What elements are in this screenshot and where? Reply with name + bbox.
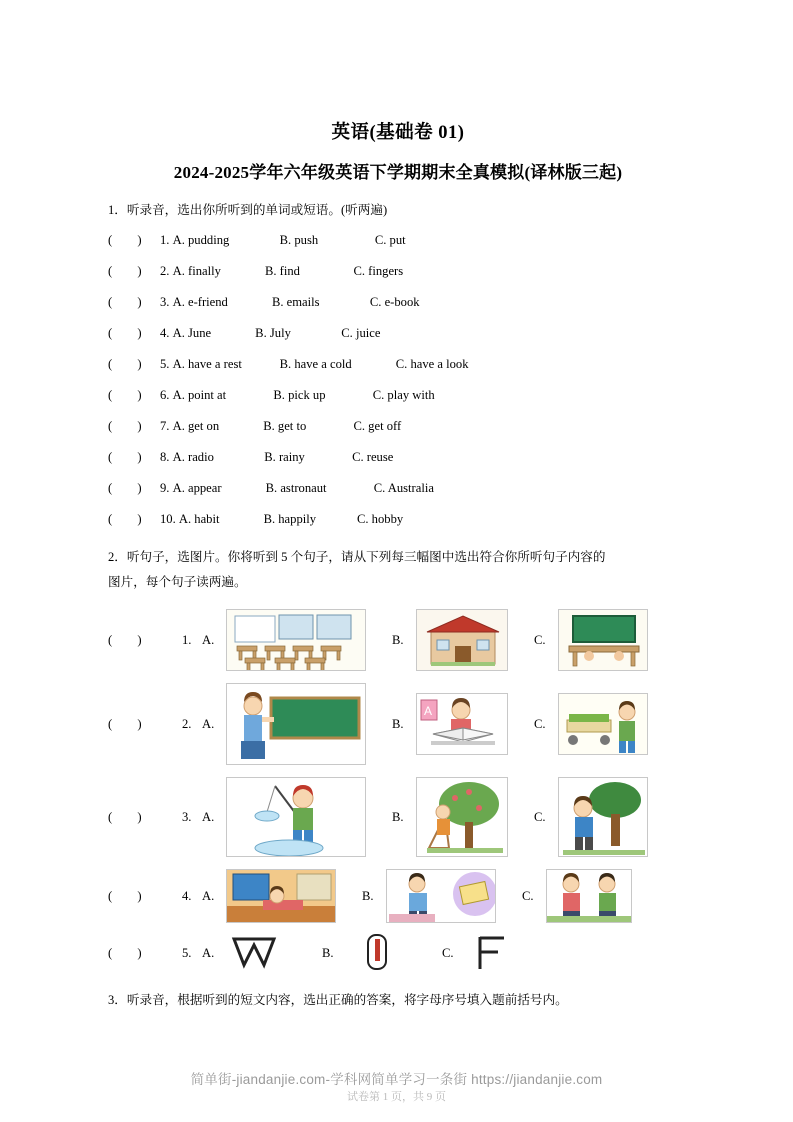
question-number: 9. — [160, 481, 170, 496]
answer-blank[interactable]: ( ) — [108, 809, 142, 824]
section-3-heading: 3．听录音，根据听到的短文内容，选出正确的答案，将字母序号填入题前括号内。 — [108, 993, 568, 1008]
option-c[interactable]: C. get off — [353, 419, 402, 434]
question-row — [108, 256, 688, 287]
gap — [221, 265, 265, 278]
question-row — [108, 380, 688, 411]
gap — [214, 451, 264, 464]
answer-blank[interactable]: ( ) — [108, 888, 142, 903]
question-row — [108, 287, 688, 318]
option-a[interactable]: A. June — [172, 326, 212, 341]
answer-blank[interactable]: ( ) — [108, 326, 142, 341]
gap — [320, 296, 370, 309]
answer-blank[interactable]: ( ) — [108, 419, 142, 434]
option-a[interactable]: A. e-friend — [172, 295, 228, 310]
gap — [226, 389, 273, 402]
gap — [352, 358, 396, 371]
question-row — [108, 504, 688, 535]
answer-blank[interactable]: ( ) — [108, 357, 142, 372]
gap — [305, 451, 352, 464]
gap — [318, 234, 375, 247]
question-row — [108, 411, 688, 442]
answer-blank[interactable]: ( ) — [108, 512, 142, 527]
option-c-label[interactable]: C. — [442, 945, 454, 960]
option-b[interactable]: B. get to — [263, 419, 307, 434]
picture-question-row — [108, 683, 688, 765]
question-row — [108, 473, 688, 504]
option-a-image[interactable] — [226, 777, 366, 857]
option-b-label[interactable]: B. — [392, 632, 404, 647]
option-c[interactable]: C. fingers — [353, 264, 404, 279]
answer-blank[interactable]: ( ) — [108, 233, 142, 248]
option-a[interactable]: A. get on — [172, 419, 220, 434]
question-row — [108, 225, 688, 256]
option-c-image[interactable] — [558, 693, 648, 755]
option-c-image[interactable] — [466, 933, 536, 973]
section-2-heading-line1: 2．听句子，选图片。你将听到 5 个句子，请从下列每三幅图中选出符合你所听句子内容的 — [108, 549, 606, 564]
answer-blank[interactable]: ( ) — [108, 388, 142, 403]
option-a-label[interactable]: A. — [202, 632, 215, 647]
answer-blank[interactable]: ( ) — [108, 295, 142, 310]
question-number: 8. — [160, 450, 170, 465]
picture-question-row — [108, 933, 688, 973]
footer-page-number: 试卷第 1 页，共 9 页 — [347, 1091, 446, 1103]
section-2-heading-line2: 图片，每个句子读两遍。 — [108, 575, 247, 590]
question-number: 1. — [182, 632, 192, 647]
option-c-label[interactable]: C. — [534, 716, 546, 731]
option-c[interactable]: C. reuse — [352, 450, 394, 465]
question-number: 1. — [160, 233, 170, 248]
gap — [300, 265, 354, 278]
question-row — [108, 349, 688, 380]
gap — [326, 389, 373, 402]
question-number: 3. — [160, 295, 170, 310]
option-a-label[interactable]: A. — [202, 945, 215, 960]
option-c[interactable]: C. juice — [341, 326, 381, 341]
option-c[interactable]: C. e-book — [369, 295, 420, 310]
answer-blank[interactable]: ( ) — [108, 450, 142, 465]
option-b-label[interactable]: B. — [392, 809, 404, 824]
option-a-label[interactable]: A. — [202, 888, 215, 903]
option-a-image[interactable] — [226, 935, 296, 971]
question-row — [108, 318, 688, 349]
option-c[interactable]: C. Australia — [373, 481, 434, 496]
option-a[interactable]: A. appear — [172, 481, 222, 496]
question-row — [108, 442, 688, 473]
option-c[interactable]: C. have a look — [395, 357, 469, 372]
option-b[interactable]: B. July — [255, 326, 291, 341]
question-number: 2. — [182, 716, 192, 731]
gap — [222, 482, 266, 495]
option-a-image[interactable] — [226, 683, 366, 765]
option-a-image[interactable] — [226, 609, 366, 671]
gap — [316, 513, 357, 526]
option-b[interactable]: B. have a cold — [279, 357, 352, 372]
question-number: 4. — [160, 326, 170, 341]
answer-blank[interactable]: ( ) — [108, 481, 142, 496]
gap — [291, 327, 341, 340]
option-a[interactable]: A. pudding — [172, 233, 230, 248]
option-b[interactable]: B. find — [264, 264, 300, 279]
option-b-label[interactable]: B. — [392, 716, 404, 731]
option-b[interactable]: B. happily — [263, 512, 317, 527]
gap — [327, 482, 374, 495]
option-c-image[interactable] — [546, 869, 632, 923]
gap — [211, 327, 255, 340]
page-subtitle: 2024-2025学年六年级英语下学期期末全真模拟(译林版三起) — [173, 163, 623, 182]
svg-text:A: A — [424, 704, 433, 719]
option-c-label[interactable]: C. — [522, 888, 534, 903]
option-b[interactable]: B. emails — [271, 295, 320, 310]
option-b-label[interactable]: B. — [362, 888, 374, 903]
option-b[interactable]: B. astronaut — [265, 481, 327, 496]
option-b-image[interactable] — [416, 777, 508, 857]
footer-watermark: 简单街-jiandanjie.com-学科网简单学习一条街 https://jiandanjie.com — [190, 1072, 603, 1087]
option-c-image[interactable] — [558, 609, 648, 671]
option-b[interactable]: B. rainy — [264, 450, 305, 465]
question-number: 4. — [182, 888, 192, 903]
option-b[interactable]: B. pick up — [273, 388, 326, 403]
question-number: 7. — [160, 419, 170, 434]
section-1-heading: 1．听录音，选出你所听到的单词或短语。(听两遍) — [108, 203, 388, 217]
answer-blank[interactable]: ( ) — [108, 632, 142, 647]
gap — [219, 513, 263, 526]
option-c-label[interactable]: C. — [534, 809, 546, 824]
question-number: 2. — [160, 264, 170, 279]
document-content — [108, 118, 688, 1015]
gap — [228, 296, 272, 309]
question-number: 10. — [160, 512, 176, 527]
option-c[interactable]: C. hobby — [356, 512, 404, 527]
picture-question-row — [108, 609, 688, 671]
option-a-image[interactable] — [226, 869, 336, 923]
section-1-questions — [108, 225, 688, 535]
question-number: 5. — [160, 357, 170, 372]
option-c-label[interactable]: C. — [534, 632, 546, 647]
option-c[interactable]: C. play with — [372, 388, 435, 403]
option-b-image[interactable] — [386, 869, 496, 923]
question-number: 3. — [182, 809, 192, 824]
answer-blank[interactable]: ( ) — [108, 264, 142, 279]
answer-blank[interactable]: ( ) — [108, 945, 142, 960]
option-c-image[interactable] — [558, 777, 648, 857]
option-a[interactable]: A. have a rest — [172, 357, 242, 372]
option-c[interactable]: C. put — [374, 233, 406, 248]
question-number: 5. — [182, 945, 192, 960]
option-a-label[interactable]: A. — [202, 809, 215, 824]
answer-blank[interactable]: ( ) — [108, 716, 142, 731]
question-number: 6. — [160, 388, 170, 403]
option-a-label[interactable]: A. — [202, 716, 215, 731]
option-b-image[interactable] — [416, 609, 508, 671]
option-a[interactable]: A. habit — [178, 512, 220, 527]
option-b-label[interactable]: B. — [322, 945, 334, 960]
gap — [242, 358, 280, 371]
option-b-image[interactable] — [416, 693, 508, 755]
gap — [229, 234, 279, 247]
option-a[interactable]: A. finally — [172, 264, 221, 279]
option-b[interactable]: B. push — [279, 233, 319, 248]
gap — [219, 420, 263, 433]
picture-question-row — [108, 869, 688, 923]
option-a[interactable]: A. point at — [172, 388, 227, 403]
picture-question-row — [108, 777, 688, 857]
option-b-image[interactable] — [346, 933, 416, 973]
option-a[interactable]: A. radio — [172, 450, 214, 465]
page-title: 英语(基础卷 01) — [331, 123, 465, 143]
gap — [306, 420, 353, 433]
